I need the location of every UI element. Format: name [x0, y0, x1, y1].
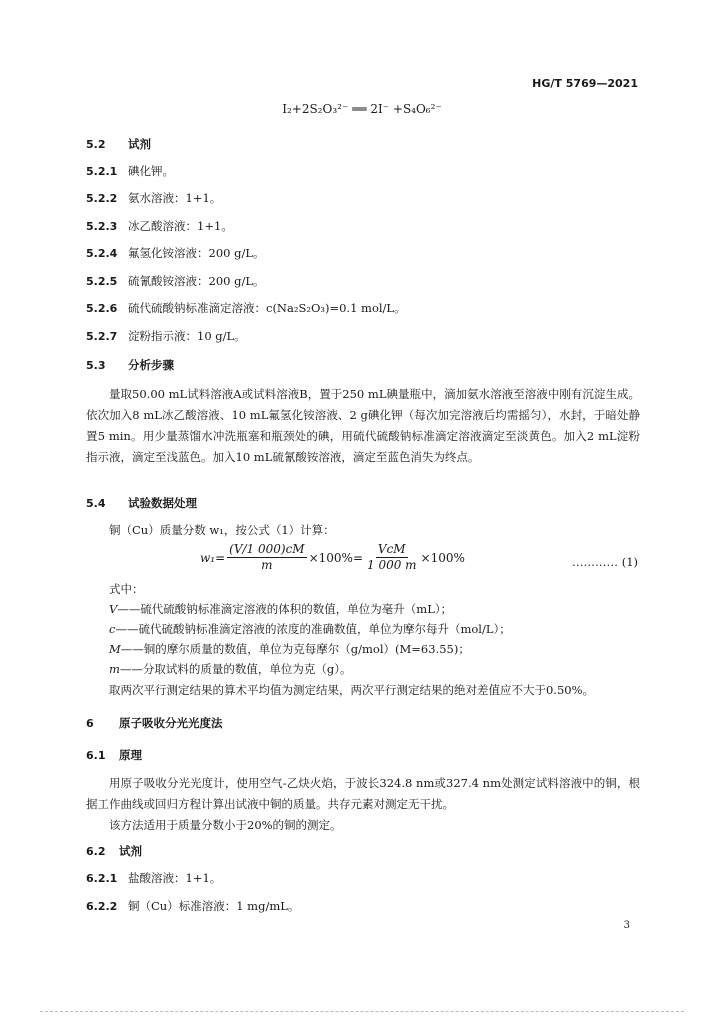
- item-number: 5.2.1: [86, 165, 118, 178]
- item-text: 盐酸溶液：1+1。: [128, 871, 222, 885]
- fraction-numerator: VcM: [377, 542, 406, 556]
- section-6-2-heading: [86, 843, 142, 859]
- item-text: 硫代硫酸钠标准滴定溶液：c(Na₂S₂O₃)=0.1 mol/L。: [128, 301, 406, 315]
- page-number: 3: [623, 920, 630, 931]
- fraction-1: [227, 542, 306, 573]
- section-title: 试剂: [119, 844, 142, 858]
- variable-description: ——硫代硫酸钠标准滴定溶液的浓度的准确数值，单位为摩尔每升（mol/L）；: [115, 622, 511, 636]
- formula-tail: ×100%: [420, 550, 465, 565]
- section-title: 原子吸收分光光度法: [119, 716, 223, 730]
- variable-M: [109, 641, 470, 657]
- item-number: 5.2.4: [86, 247, 118, 260]
- item-5-2-4: [86, 245, 264, 261]
- section-title: 试剂: [128, 137, 151, 151]
- item-text: 氨水溶液：1+1。: [128, 191, 222, 205]
- item-5-2-6: [86, 300, 406, 316]
- item-number: 5.2.5: [86, 275, 118, 288]
- variable-description: ——铜的摩尔质量的数值，单位为克每摩尔（g/mol）(M=63.55)；: [120, 642, 470, 656]
- section-number: 5.4: [86, 497, 106, 510]
- variable-v: [109, 601, 452, 617]
- fraction-denominator: 1 000 m: [367, 558, 417, 572]
- item-text: 硫氰酸铵溶液：200 g/L。: [128, 274, 265, 288]
- formula-mid: ×100%=: [308, 550, 363, 565]
- item-5-2-5: [86, 273, 264, 289]
- item-text: 铜（Cu）标准溶液：1 mg/mL。: [128, 899, 300, 913]
- section-number: 6: [86, 717, 94, 730]
- variable-description: ——分取试料的质量的数值，单位为克（g）。: [119, 662, 352, 676]
- section-title: 试验数据处理: [128, 496, 197, 510]
- item-number: 6.2.1: [86, 872, 118, 885]
- section-number: 6.2: [86, 845, 106, 858]
- item-6-2-2: [86, 898, 299, 914]
- section-5-4-heading: [86, 495, 197, 511]
- variable-symbol: M: [109, 642, 121, 656]
- fraction-2: [365, 542, 419, 573]
- section-title: 分析步骤: [128, 358, 174, 372]
- paragraph-text: 该方法适用于质量分数小于20%的铜的测定。: [109, 818, 342, 832]
- item-text: 碘化钾。: [128, 164, 174, 178]
- section-number: 5.2: [86, 138, 106, 151]
- item-number: 5.2.3: [86, 220, 118, 233]
- principle-paragraph: [86, 773, 640, 836]
- item-5-2-2: [86, 190, 221, 206]
- formula-1: [200, 542, 465, 573]
- item-text: 淀粉指示液：10 g/L。: [128, 329, 246, 343]
- paragraph-text: 量取50.00 mL试料溶液A或试料溶液B，置于250 mL碘量瓶中，滴加氨水溶液至溶液中刚有沉淀生成。依次加入8 mL冰乙酸溶液、10 mL氟氢化铵溶液、2 g碘化钾（每次加完溶液后均需摇匀），水封，于暗处静置5 min。用少量蒸馏水冲洗瓶塞和瓶颈处的碘，用硫代硫酸钠标准滴定溶液滴定至淡黄色。加入2 mL淀粉指示液，滴定至浅蓝色。加入10 mL硫氰酸铵溶液，滴定至蓝色消失为终点。: [86, 387, 640, 464]
- item-5-2-1: [86, 163, 174, 179]
- item-text: 氟氢化铵溶液：200 g/L。: [128, 246, 265, 260]
- variable-description: ——硫代硫酸钠标准滴定溶液的体积的数值，单位为毫升（mL）；: [117, 602, 453, 616]
- section-number: 6.1: [86, 749, 106, 762]
- item-number: 5.2.7: [86, 330, 118, 343]
- section-6-1-heading: [86, 747, 142, 763]
- analysis-steps-paragraph: [86, 384, 640, 468]
- fraction-denominator: m: [261, 558, 273, 572]
- variable-symbol: m: [109, 662, 120, 676]
- where-label: 式中：: [109, 582, 144, 596]
- item-text: 冰乙酸溶液：1+1。: [128, 219, 233, 233]
- item-number: 5.2.6: [86, 302, 118, 315]
- formula-intro: 铜（Cu）质量分数 w₁，按公式（1）计算：: [109, 523, 335, 537]
- variable-m: [109, 661, 352, 677]
- section-6-heading: [86, 715, 223, 731]
- variable-c: [109, 621, 511, 637]
- conclusion-text: 取两次平行测定结果的算术平均值为测定结果，两次平行测定结果的绝对差值应不大于0.50%。: [109, 683, 595, 697]
- section-number: 5.3: [86, 359, 106, 372]
- item-5-2-3: [86, 218, 233, 234]
- formula-lhs: w₁=: [200, 550, 226, 565]
- section-5-3-heading: [86, 357, 174, 373]
- item-number: 5.2.2: [86, 192, 118, 205]
- item-5-2-7: [86, 328, 246, 344]
- page-bottom-divider: [40, 1011, 684, 1012]
- fraction-numerator: (V/1 000)cM: [229, 542, 305, 556]
- paragraph-text: 用原子吸收分光光度计，使用空气-乙炔火焰，于波长324.8 nm或327.4 nm处测定试料溶液中的铜，根据工作曲线或回归方程计算出试液中铜的质量。共存元素对测定无干扰。: [86, 776, 640, 811]
- reaction-equation: I₂+2S₂O₃²⁻ ══ 2I⁻ +S₄O₆²⁻: [282, 102, 442, 116]
- item-6-2-1: [86, 870, 221, 886]
- formula-label: ………… (1): [572, 555, 638, 569]
- section-5-2-heading: [86, 136, 151, 152]
- item-number: 6.2.2: [86, 900, 118, 913]
- variable-symbol: V: [109, 602, 118, 616]
- standard-code: HG/T 5769—2021: [532, 77, 638, 90]
- variable-symbol: c: [109, 622, 116, 636]
- section-title: 原理: [119, 748, 142, 762]
